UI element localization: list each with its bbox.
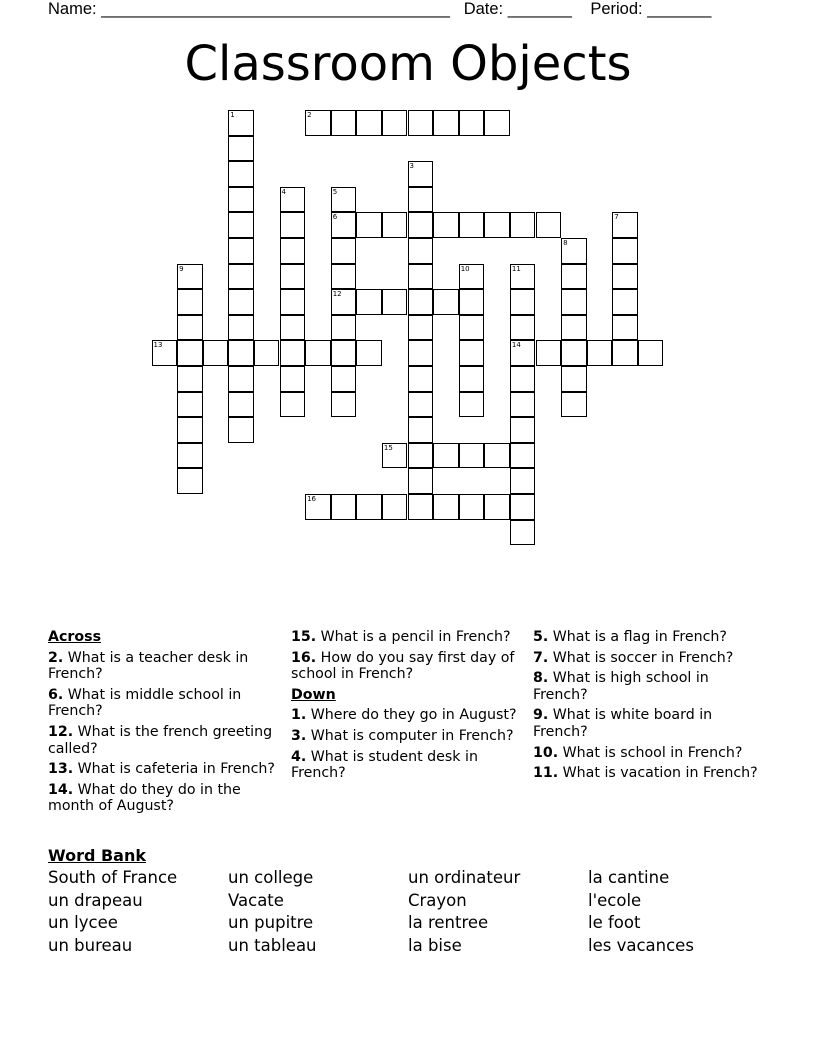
grid-cell[interactable] xyxy=(280,264,306,290)
clue-down xyxy=(533,707,761,740)
grid-cell[interactable] xyxy=(536,212,562,238)
clue-section-heading: Down xyxy=(291,686,336,703)
grid-cell[interactable] xyxy=(280,315,306,341)
grid-cell[interactable] xyxy=(510,289,536,315)
grid-cell[interactable] xyxy=(408,392,434,418)
word-bank-item: un tableau xyxy=(228,935,317,955)
grid-cell[interactable] xyxy=(331,264,357,290)
clue-down xyxy=(533,670,761,703)
grid-cell[interactable] xyxy=(433,443,459,469)
clue-across xyxy=(48,761,276,778)
grid-cell[interactable] xyxy=(408,366,434,392)
grid-cell[interactable] xyxy=(228,264,254,290)
grid-cell[interactable] xyxy=(561,366,587,392)
grid-cell[interactable] xyxy=(433,212,459,238)
clue-number: 6 xyxy=(332,213,338,222)
word-bank-item: l'ecole xyxy=(588,890,642,910)
clue-number-label: 6. xyxy=(48,686,64,703)
grid-cell[interactable] xyxy=(228,289,254,315)
clue-text: What is white board in French? xyxy=(533,707,713,740)
grid-cell[interactable] xyxy=(408,238,434,264)
word-bank-item: les vacances xyxy=(588,935,694,955)
grid-cell[interactable] xyxy=(331,110,357,136)
clue-text: What do they do in the month of August? xyxy=(48,781,241,815)
clue-number: 1 xyxy=(230,111,235,119)
grid-cell[interactable] xyxy=(408,187,434,213)
clue-number: 7 xyxy=(614,213,619,222)
clue-number: 13 xyxy=(153,341,163,350)
clue-across xyxy=(291,650,519,683)
grid-cell[interactable] xyxy=(228,238,254,264)
grid-cell[interactable] xyxy=(408,110,434,136)
word-bank-item: South of France xyxy=(48,868,178,887)
clue-text: Where do they go in August? xyxy=(310,707,517,724)
grid-cell[interactable] xyxy=(305,340,331,366)
clue-number: 15 xyxy=(383,443,393,452)
clue-text: What is a flag in French? xyxy=(552,629,727,645)
grid-cell[interactable] xyxy=(408,315,434,341)
word-bank-item: la cantine xyxy=(588,868,670,887)
clue-across xyxy=(48,782,276,815)
grid-cell[interactable] xyxy=(561,392,587,418)
name-label: Name: xyxy=(48,0,97,18)
clues-column-3 xyxy=(533,629,761,786)
clue-number: 8 xyxy=(563,239,568,247)
grid-cell[interactable] xyxy=(356,340,382,366)
grid-cell[interactable] xyxy=(280,212,306,238)
grid-cell[interactable] xyxy=(331,494,357,520)
grid-cell[interactable] xyxy=(203,340,229,366)
word-bank-item: la rentree xyxy=(408,913,489,933)
clue-number-label: 4. xyxy=(291,748,307,765)
grid-cell[interactable] xyxy=(408,289,434,315)
clue-text: What is the french greeting called? xyxy=(48,723,273,757)
grid-cell[interactable] xyxy=(228,161,254,187)
grid-cell[interactable] xyxy=(228,187,254,213)
word-bank-item: un drapeau xyxy=(48,890,143,910)
grid-cell[interactable] xyxy=(510,494,536,520)
grid-cell[interactable] xyxy=(177,392,203,418)
grid-cell[interactable] xyxy=(356,494,382,520)
clue-number-label: 5. xyxy=(533,629,549,645)
grid-cell[interactable] xyxy=(228,136,254,162)
clue-down xyxy=(533,765,761,782)
grid-cell[interactable] xyxy=(382,110,408,136)
grid-cell[interactable] xyxy=(228,212,254,238)
word-bank-item: un bureau xyxy=(48,935,133,955)
grid-cell[interactable] xyxy=(459,110,485,136)
word-bank-item: un lycee xyxy=(48,913,118,933)
grid-cell[interactable] xyxy=(254,340,280,366)
grid-cell[interactable] xyxy=(459,289,485,315)
clue-number: 2 xyxy=(307,111,312,119)
grid-cell[interactable] xyxy=(177,417,203,443)
clue-across xyxy=(48,650,276,683)
clue-number-label: 7. xyxy=(533,649,549,666)
grid-cell[interactable] xyxy=(459,366,485,392)
grid-cell[interactable] xyxy=(459,392,485,418)
clue-text: How do you say first day of school in French? xyxy=(291,649,515,683)
grid-cell[interactable] xyxy=(612,264,638,290)
grid-cell[interactable] xyxy=(228,366,254,392)
grid-cell[interactable] xyxy=(459,494,485,520)
clue-number: 11 xyxy=(511,264,521,273)
clue-number-label: 9. xyxy=(533,707,549,724)
grid-cell[interactable] xyxy=(408,212,434,238)
clue-text: What is vacation in French? xyxy=(562,765,758,782)
clue-number-label: 13. xyxy=(48,761,74,778)
grid-cell[interactable] xyxy=(612,289,638,315)
clue-text: What is middle school in French? xyxy=(48,686,242,720)
word-bank-item: un college xyxy=(228,868,314,887)
grid-cell[interactable] xyxy=(484,212,510,238)
grid-cell[interactable] xyxy=(228,340,254,366)
grid-cell[interactable] xyxy=(561,289,587,315)
grid-cell[interactable] xyxy=(408,417,434,443)
clue-down xyxy=(533,650,761,667)
clue-across xyxy=(48,724,276,757)
clue-down xyxy=(533,745,761,762)
grid-cell[interactable] xyxy=(433,494,459,520)
grid-cell[interactable] xyxy=(510,366,536,392)
clue-number: 12 xyxy=(332,290,342,299)
clue-across xyxy=(291,629,519,646)
grid-cell[interactable] xyxy=(484,443,510,469)
date-blank[interactable]: _______ xyxy=(507,0,572,18)
grid-cell[interactable] xyxy=(382,289,408,315)
clue-text: What is soccer in French? xyxy=(552,649,734,666)
grid-cell[interactable] xyxy=(280,238,306,264)
grid-cell[interactable] xyxy=(177,340,203,366)
grid-cell[interactable] xyxy=(561,264,587,290)
word-bank-item: un pupitre xyxy=(228,913,314,933)
grid-cell[interactable] xyxy=(612,340,638,366)
grid-cell[interactable] xyxy=(433,110,459,136)
grid-cell[interactable] xyxy=(356,110,382,136)
grid-cell[interactable] xyxy=(484,494,510,520)
clue-number-label: 2. xyxy=(48,649,64,666)
grid-cell[interactable] xyxy=(587,340,613,366)
grid-cell[interactable] xyxy=(510,392,536,418)
puzzle-title: Classroom Objects xyxy=(184,36,632,92)
clue-number: 9 xyxy=(179,264,184,273)
clue-text: What is a pencil in French? xyxy=(320,629,511,645)
clue-text: What is student desk in French? xyxy=(291,748,478,782)
word-bank-item: le foot xyxy=(588,913,641,933)
grid-cell[interactable] xyxy=(228,392,254,418)
clue-down xyxy=(533,629,761,646)
clue-number: 16 xyxy=(307,495,317,503)
clue-text: What is cafeteria in French? xyxy=(77,761,275,778)
grid-cell[interactable] xyxy=(408,468,434,494)
clue-section-heading: Across xyxy=(48,629,102,645)
grid-cell[interactable] xyxy=(459,212,485,238)
clue-number-label: 11. xyxy=(533,765,559,782)
clue-down xyxy=(291,749,519,782)
grid-cell[interactable] xyxy=(459,340,485,366)
grid-cell[interactable] xyxy=(280,289,306,315)
grid-cell[interactable] xyxy=(356,289,382,315)
clue-text: What is high school in French? xyxy=(533,670,709,703)
date-label: Date: xyxy=(463,0,504,18)
period-label: Period: xyxy=(590,0,643,18)
grid-cell[interactable] xyxy=(408,494,434,520)
clue-number: 14 xyxy=(511,341,521,350)
clue-text: What is school in French? xyxy=(562,744,743,761)
grid-cell[interactable] xyxy=(408,264,434,290)
grid-cell[interactable] xyxy=(228,315,254,341)
grid-cell[interactable] xyxy=(177,468,203,494)
clue-number: 4 xyxy=(281,187,286,196)
clue-number: 5 xyxy=(332,187,338,196)
word-bank-heading: Word Bank xyxy=(48,846,147,865)
grid-cell[interactable] xyxy=(331,315,357,341)
grid-cell[interactable] xyxy=(177,289,203,315)
clue-number: 10 xyxy=(460,264,470,273)
grid-cell[interactable] xyxy=(408,443,434,469)
grid-cell[interactable] xyxy=(228,417,254,443)
grid-cell[interactable] xyxy=(331,238,357,264)
grid-cell[interactable] xyxy=(510,417,536,443)
grid-cell[interactable] xyxy=(459,315,485,341)
grid-cell[interactable] xyxy=(459,443,485,469)
clue-number-label: 3. xyxy=(291,727,307,744)
grid-cell[interactable] xyxy=(561,340,587,366)
grid-cell[interactable] xyxy=(177,315,203,341)
clue-number-label: 8. xyxy=(533,670,549,687)
grid-cell[interactable] xyxy=(177,443,203,469)
grid-cell[interactable] xyxy=(280,392,306,418)
grid-cell[interactable] xyxy=(510,212,536,238)
clues-column-1 xyxy=(48,629,276,819)
word-bank-item: Crayon xyxy=(408,890,467,910)
name-blank[interactable]: ______________________________________ xyxy=(101,0,450,18)
clue-text: What is computer in French? xyxy=(310,727,514,744)
clue-number-label: 15. xyxy=(291,629,317,645)
clue-number-label: 16. xyxy=(291,649,317,666)
grid-cell[interactable] xyxy=(382,494,408,520)
grid-cell[interactable] xyxy=(331,392,357,418)
grid-cell[interactable] xyxy=(612,315,638,341)
clue-down xyxy=(291,707,519,724)
grid-cell[interactable] xyxy=(408,340,434,366)
clue-number-label: 14. xyxy=(48,781,74,798)
clue-number-label: 10. xyxy=(533,744,559,761)
clue-across xyxy=(48,687,276,720)
word-bank-item: la bise xyxy=(408,935,462,955)
grid-cell[interactable] xyxy=(561,315,587,341)
clue-number-label: 1. xyxy=(291,707,307,724)
clue-down xyxy=(291,728,519,745)
grid-cell[interactable] xyxy=(510,468,536,494)
clue-text: What is a teacher desk in French? xyxy=(48,649,249,683)
grid-cell[interactable] xyxy=(280,340,306,366)
grid-cell[interactable] xyxy=(356,212,382,238)
grid-cell[interactable] xyxy=(177,366,203,392)
grid-cell[interactable] xyxy=(433,289,459,315)
clue-number: 3 xyxy=(409,162,414,171)
grid-cell[interactable] xyxy=(331,340,357,366)
grid-cell[interactable] xyxy=(484,110,510,136)
clues-column-2 xyxy=(291,629,519,786)
grid-cell[interactable] xyxy=(510,520,536,546)
grid-cell[interactable] xyxy=(510,443,536,469)
grid-cell[interactable] xyxy=(612,238,638,264)
grid-cell[interactable] xyxy=(510,315,536,341)
grid-cell[interactable] xyxy=(382,212,408,238)
word-bank-item: un ordinateur xyxy=(408,868,521,887)
grid-cell[interactable] xyxy=(536,340,562,366)
grid-cell[interactable] xyxy=(280,366,306,392)
word-bank-item: Vacate xyxy=(228,890,284,910)
grid-cell[interactable] xyxy=(638,340,664,366)
grid-cell[interactable] xyxy=(331,366,357,392)
period-blank[interactable]: _______ xyxy=(647,0,712,18)
clue-number-label: 12. xyxy=(48,723,74,740)
